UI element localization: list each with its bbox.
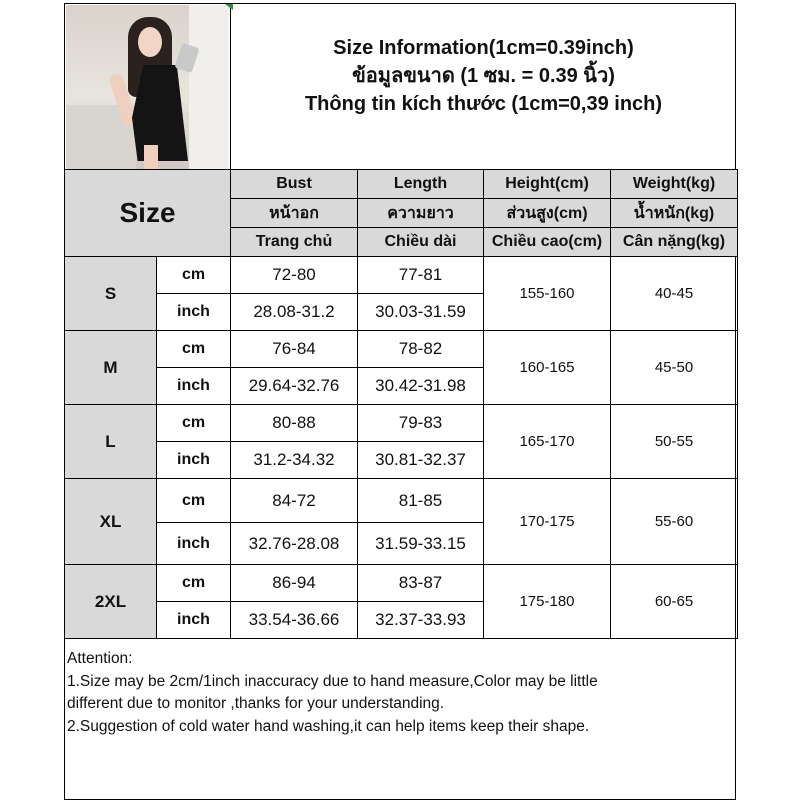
length-inch-s: 30.03-31.59 bbox=[358, 294, 484, 331]
bust-inch-xl: 32.76-28.08 bbox=[231, 523, 358, 565]
unit-cm: cm bbox=[157, 331, 231, 368]
note-line-2: different due to monitor ,thanks for your understanding. bbox=[67, 695, 445, 712]
bust-cm-2xl: 86-94 bbox=[231, 565, 358, 602]
size-cell-s: S bbox=[65, 257, 157, 331]
weight-s: 40-45 bbox=[611, 257, 738, 331]
unit-cm: cm bbox=[157, 565, 231, 602]
unit-inch: inch bbox=[157, 602, 231, 639]
unit-inch: inch bbox=[157, 294, 231, 331]
height-2xl: 175-180 bbox=[484, 565, 611, 639]
size-cell-m: M bbox=[65, 331, 157, 405]
weight-l: 50-55 bbox=[611, 405, 738, 479]
unit-cm: cm bbox=[157, 479, 231, 523]
size-cell-xl: XL bbox=[65, 479, 157, 565]
bust-cm-xl: 84-72 bbox=[231, 479, 358, 523]
size-info-titles bbox=[231, 34, 736, 118]
weight-xl: 55-60 bbox=[611, 479, 738, 565]
column-header-weight-thai: น้ำหนัก(kg) bbox=[611, 199, 738, 228]
column-header-weight: Weight(kg) bbox=[611, 170, 738, 199]
column-header-weight-vi: Cân nặng(kg) bbox=[611, 228, 738, 257]
length-cm-s: 77-81 bbox=[358, 257, 484, 294]
height-s: 155-160 bbox=[484, 257, 611, 331]
length-inch-m: 30.42-31.98 bbox=[358, 368, 484, 405]
column-header-height-vi: Chiều cao(cm) bbox=[484, 228, 611, 257]
size-cell-l: L bbox=[65, 405, 157, 479]
bust-cm-m: 76-84 bbox=[231, 331, 358, 368]
length-cm-2xl: 83-87 bbox=[358, 565, 484, 602]
title-vietnamese: Thông tin kích thước (1cm=0,39 inch) bbox=[304, 93, 663, 115]
title-english: Size Information(1cm=0.39inch) bbox=[333, 37, 634, 59]
length-inch-l: 30.81-32.37 bbox=[358, 442, 484, 479]
column-header-bust-vi: Trang chủ bbox=[231, 228, 358, 257]
column-header-length-thai: ความยาว bbox=[358, 199, 484, 228]
height-l: 165-170 bbox=[484, 405, 611, 479]
note-line-1: 1.Size may be 2cm/1inch inaccuracy due to hand measure,Color may be little bbox=[67, 672, 598, 690]
unit-inch: inch bbox=[157, 368, 231, 405]
bust-inch-m: 29.64-32.76 bbox=[231, 368, 358, 405]
bust-cm-s: 72-80 bbox=[231, 257, 358, 294]
note-line-3: 2.Suggestion of cold water hand washing,it can help items keep their shape. bbox=[67, 717, 590, 735]
product-photo bbox=[66, 5, 229, 169]
size-chart-sheet bbox=[64, 3, 736, 800]
unit-inch: inch bbox=[157, 523, 231, 565]
length-cm-xl: 81-85 bbox=[358, 479, 484, 523]
column-header-height-thai: ส่วนสูง(cm) bbox=[484, 199, 611, 228]
notes-heading: Attention: bbox=[67, 650, 133, 667]
height-xl: 170-175 bbox=[484, 479, 611, 565]
length-inch-2xl: 32.37-33.93 bbox=[358, 602, 484, 639]
size-cell-2xl: 2XL bbox=[65, 565, 157, 639]
column-header-length: Length bbox=[358, 170, 484, 199]
unit-inch: inch bbox=[157, 442, 231, 479]
size-header: Size bbox=[65, 170, 231, 257]
column-header-bust: Bust bbox=[231, 170, 358, 199]
unit-cm: cm bbox=[157, 257, 231, 294]
bust-inch-2xl: 33.54-36.66 bbox=[231, 602, 358, 639]
unit-cm: cm bbox=[157, 405, 231, 442]
weight-m: 45-50 bbox=[611, 331, 738, 405]
bust-cm-l: 80-88 bbox=[231, 405, 358, 442]
column-header-length-vi: Chiều dài bbox=[358, 228, 484, 257]
length-inch-xl: 31.59-33.15 bbox=[358, 523, 484, 565]
attention-notes bbox=[67, 648, 732, 738]
height-m: 160-165 bbox=[484, 331, 611, 405]
column-header-bust-thai: หน้าอก bbox=[231, 199, 358, 228]
size-table bbox=[64, 169, 738, 639]
bust-inch-l: 31.2-34.32 bbox=[231, 442, 358, 479]
bust-inch-s: 28.08-31.2 bbox=[231, 294, 358, 331]
length-cm-m: 78-82 bbox=[358, 331, 484, 368]
length-cm-l: 79-83 bbox=[358, 405, 484, 442]
weight-2xl: 60-65 bbox=[611, 565, 738, 639]
column-header-height: Height(cm) bbox=[484, 170, 611, 199]
title-thai: ข้อมูลขนาด (1 ซม. = 0.39 นิ้ว) bbox=[352, 65, 615, 87]
